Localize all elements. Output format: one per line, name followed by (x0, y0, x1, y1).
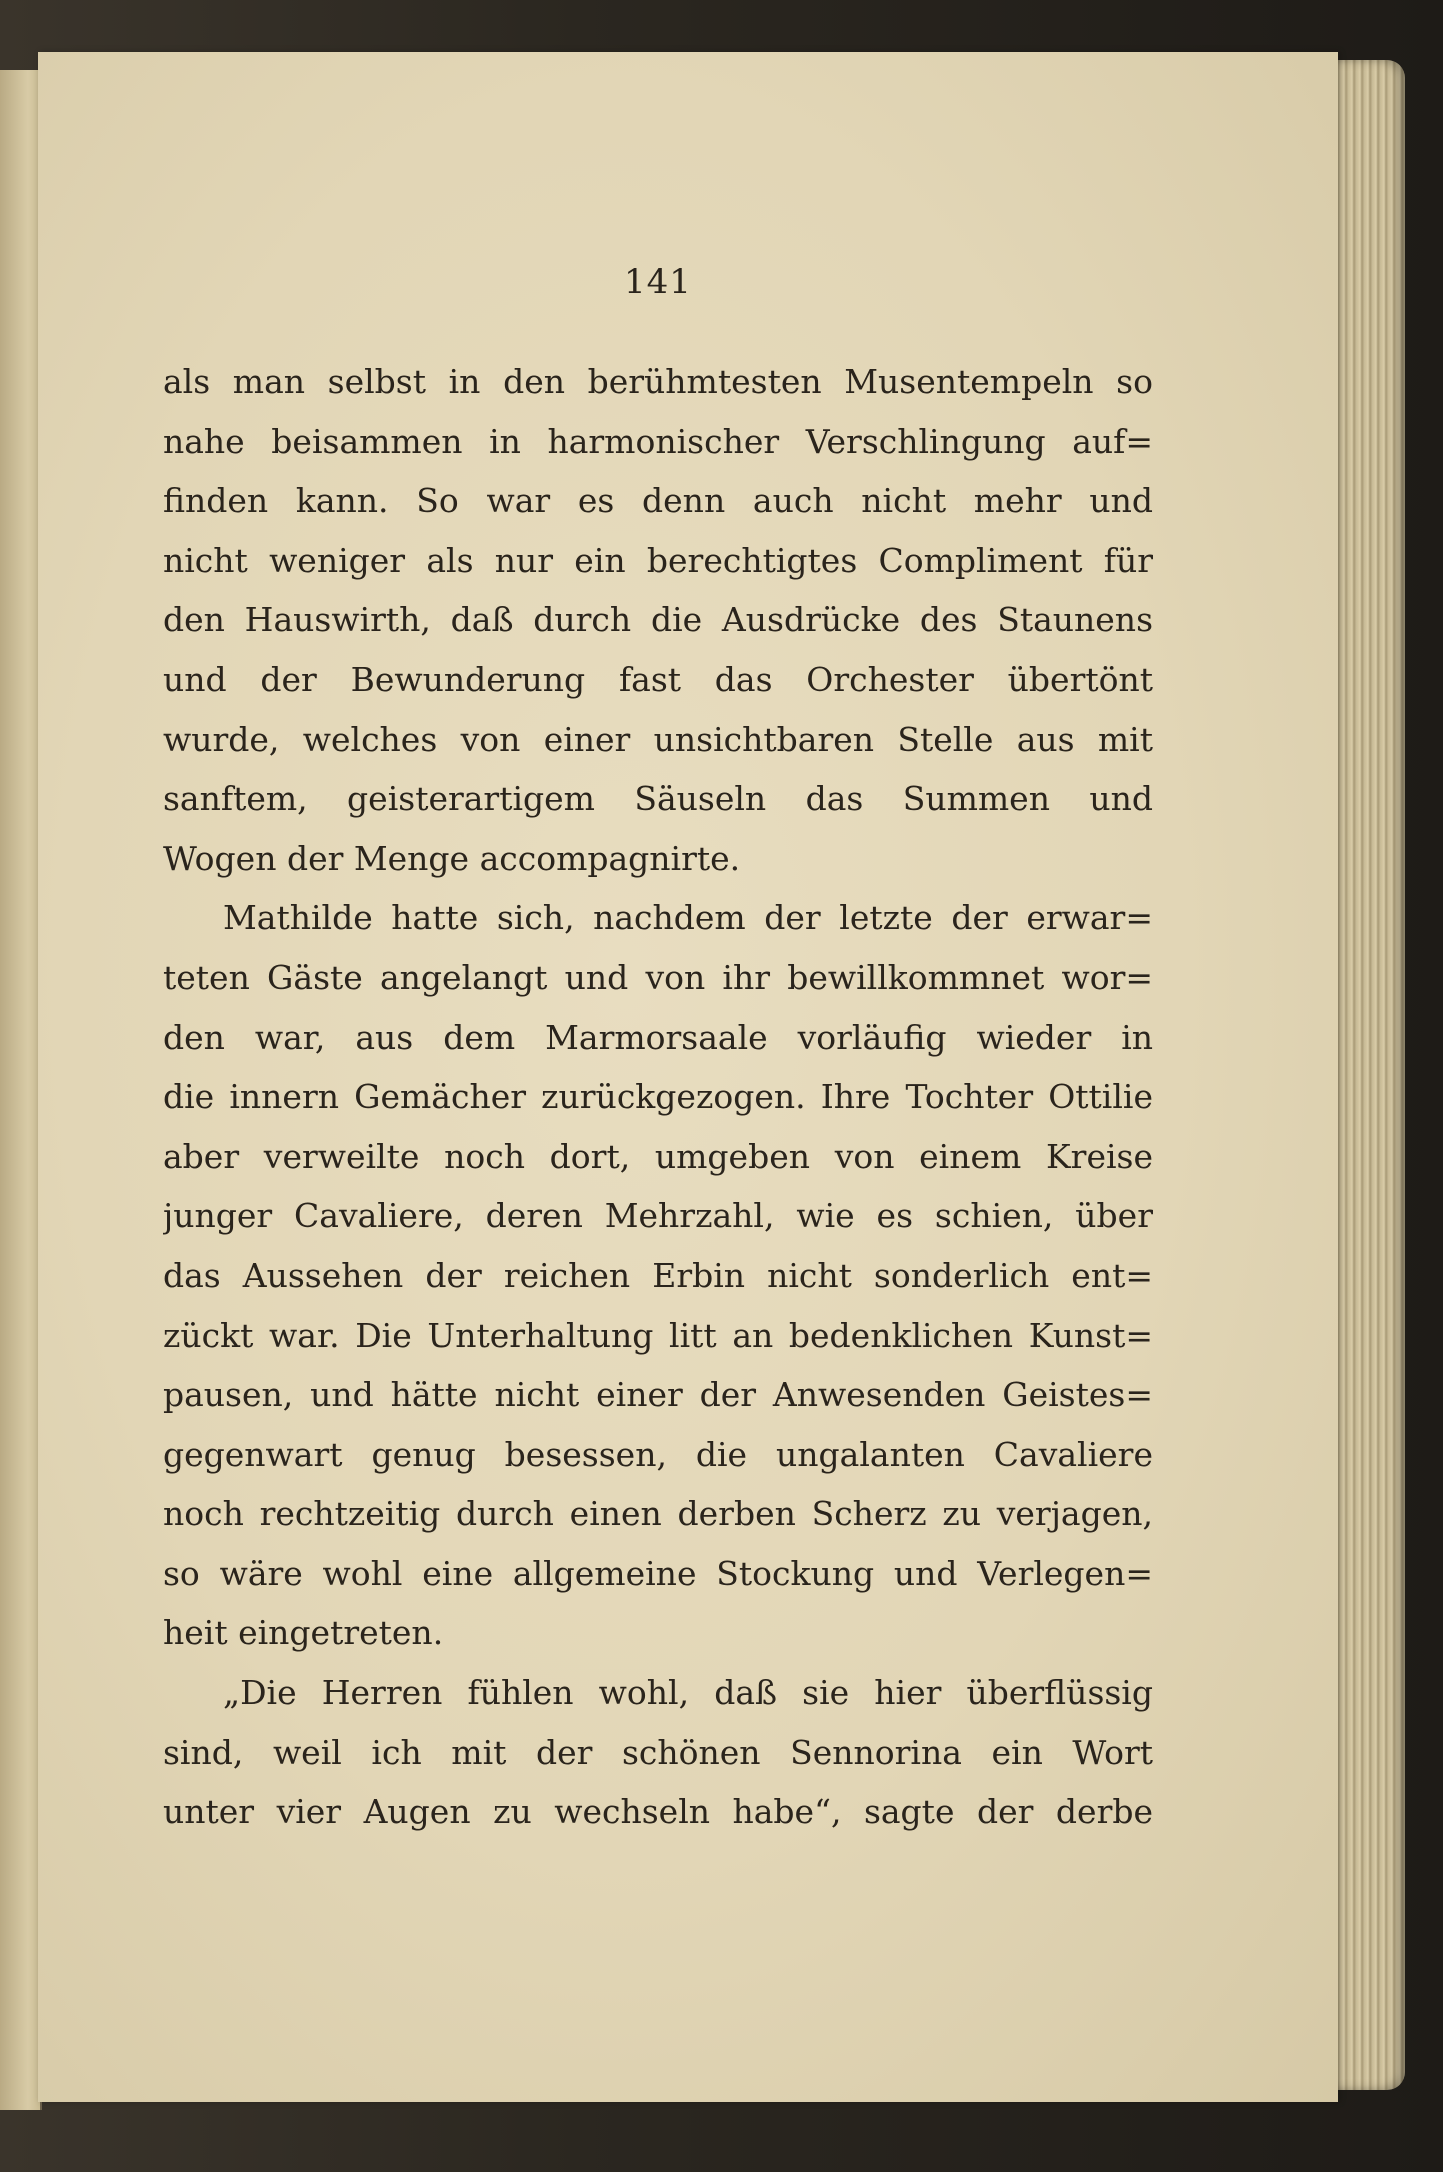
text-line: sanftem, geisterartigem Säuseln das Summen und (163, 779, 1153, 819)
text-line: Mathilde hatte sich, nachdem der letzte der erwar= (223, 898, 1153, 938)
text-line: teten Gäste angelangt und von ihr bewillkommnet wor= (163, 957, 1153, 997)
text-line: das Aussehen der reichen Erbin nicht sonderlich ent= (163, 1255, 1153, 1295)
book-page (38, 52, 1338, 2102)
text-line: sind, weil ich mit der schönen Sennorina ein Wort (163, 1732, 1153, 1772)
text-line: junger Cavaliere, deren Mehrzahl, wie es schien, über (163, 1196, 1153, 1236)
facing-page-edge (0, 70, 42, 2110)
text-line: „Die Herren fühlen wohl, daß sie hier überflüssig (223, 1673, 1153, 1713)
text-line: heit eingetreten. (163, 1613, 444, 1653)
text-line: nahe beisammen in harmonischer Verschlingung auf= (163, 421, 1153, 461)
text-line: wurde, welches von einer unsichtbaren Stelle aus mit (163, 719, 1153, 759)
text-line: zückt war. Die Unterhaltung litt an bedenklichen Kunst= (163, 1315, 1153, 1355)
text-line: pausen, und hätte nicht einer der Anwesenden Geistes= (163, 1375, 1153, 1415)
text-line: den war, aus dem Marmorsaale vorläufig wieder in (163, 1017, 1153, 1057)
body-text (163, 352, 1153, 1842)
text-line: und der Bewunderung fast das Orchester übertönt (163, 659, 1153, 699)
text-line: aber verweilte noch dort, umgeben von einem Kreise (163, 1136, 1153, 1176)
text-line: noch rechtzeitig durch einen derben Scherz zu verjagen, (163, 1494, 1153, 1534)
text-line: so wäre wohl eine allgemeine Stockung und Verlegen= (163, 1553, 1153, 1593)
page-number: 141 (624, 262, 692, 302)
text-line: Wogen der Menge accompagnirte. (163, 838, 741, 878)
text-line: als man selbst in den berühmtesten Musentempeln so (163, 362, 1153, 401)
text-line: den Hauswirth, daß durch die Ausdrücke des Staunens (163, 600, 1153, 640)
text-line: finden kann. So war es denn auch nicht mehr und (163, 481, 1153, 521)
text-line: nicht weniger als nur ein berechtigtes Compliment für (163, 540, 1153, 580)
text-line: gegenwart genug besessen, die ungalanten Cavaliere (163, 1434, 1153, 1474)
text-line: unter vier Augen zu wechseln habe“, sagte der derbe (163, 1792, 1153, 1832)
text-line: die innern Gemächer zurückgezogen. Ihre Tochter Ottilie (163, 1077, 1153, 1117)
